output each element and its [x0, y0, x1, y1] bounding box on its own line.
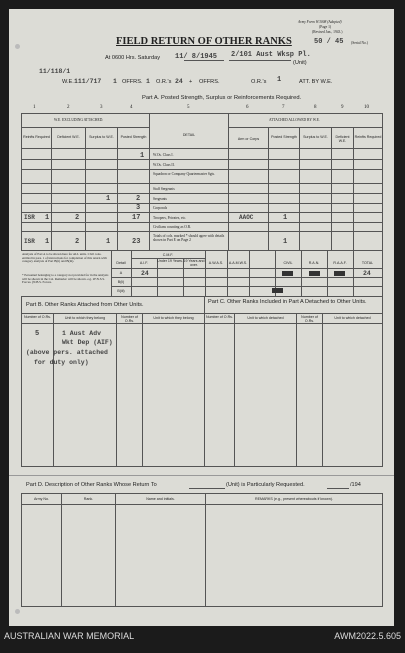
page-title: FIELD RETURN OF OTHER RANKS — [116, 36, 292, 47]
hw-tot-surplus: 1 — [106, 238, 111, 246]
or-value: 24 — [175, 78, 183, 85]
hw-b-line4: for duty only) — [34, 359, 89, 366]
head-att-surplus: Surplus to W.E. — [303, 135, 328, 139]
hw-tpr-posted: 17 — [132, 214, 141, 222]
col-num-3: 3 — [100, 105, 103, 110]
hw-b-line2: Wkt Dep (AIF) — [62, 339, 113, 346]
d-head-name: Name and initials. — [146, 497, 175, 501]
d-head-remarks: REMARKS (e.g., present whereabouts if known). — [255, 497, 333, 501]
col-num-5: 5 — [187, 105, 190, 110]
head-posted: Posted Strength — [120, 135, 147, 139]
c-head-unit-2: Unit to which detached — [334, 316, 371, 320]
hw-mark-1: ISR — [24, 214, 35, 221]
redaction-mark — [282, 271, 293, 276]
an-row-biii: B(iii) — [117, 289, 125, 293]
head-deficient: Deficient W.E. — [57, 135, 80, 139]
hw-tpr-reinf: 1 — [45, 214, 50, 222]
col-num-9: 9 — [341, 105, 344, 110]
col-num-8: 8 — [314, 105, 317, 110]
hw-tot-def: 2 — [75, 238, 80, 246]
row-sgt: Sergeants — [153, 197, 167, 201]
cmf-heading: C.M.F. — [162, 253, 174, 257]
d-head-rank: Rank. — [83, 497, 94, 501]
attached-allowed-heading: ATTACHED ALLOWED BY W.E. — [269, 118, 320, 122]
punch-hole — [15, 609, 20, 614]
row-cqms: Squadron or Company Quartermaster Sgts. — [153, 172, 215, 176]
c-head-num-1: Number of O.Rs. — [206, 315, 233, 319]
head-att-posted: Posted Strength — [271, 135, 297, 139]
b-head-num-1: Number of O.Rs. — [24, 315, 51, 319]
col-num-4: 4 — [130, 105, 133, 110]
hw-b-line3: (above pers. attached — [26, 349, 108, 356]
d-head-army-no: Army No. — [34, 497, 49, 501]
col-num-7: 7 — [282, 105, 285, 110]
an-head-detail: Detail — [116, 261, 126, 265]
hw-tpr-def: 2 — [75, 214, 80, 222]
hw-tpr-arm: AAOC — [239, 214, 254, 221]
row-ssgt: Staff Sergeants — [153, 187, 175, 191]
an-total-value: 24 — [363, 270, 371, 277]
head-att-deficient: Deficient W.E. — [335, 135, 350, 143]
hw-tot-att: 1 — [283, 238, 288, 246]
punch-hole — [15, 44, 20, 49]
date-value: 11/ 8/1945 — [175, 53, 218, 61]
offrs-value: 1 — [113, 78, 117, 85]
an-head-civil: CIVIL — [283, 261, 293, 265]
part-c-heading: Part C. Other Ranks Included in Part A Detached to Other Units. — [208, 299, 367, 305]
row-wo2: W.Os. Class II. — [153, 163, 175, 167]
hw-tot-posted: 23 — [132, 238, 141, 246]
unit-value: 2/101 Aust Wksp Pl. — [231, 51, 311, 59]
hw-tot-reinf: 1 — [45, 238, 50, 246]
offrs-count: 1 — [146, 78, 150, 85]
form-ref-3: (Revised Jan., 1943.) — [312, 30, 343, 34]
b-head-num-2: Number of O.Rs. — [121, 315, 138, 323]
plus-sign: + — [189, 79, 193, 85]
footer-accession: AWM2022.5.605 — [334, 631, 401, 641]
form-ref-1: Army Form W.3008 (Adapted) — [298, 20, 342, 24]
analysis-note-2: * Personnel belonging to a category not provided for in the analysis will be shown in the Col. Remarks/ will be shown. e.g. 2F.N.S.S. Forces. (N.B.S. Forces. — [22, 273, 109, 285]
or2-value: 1 — [277, 76, 282, 84]
we-label: W.E. — [62, 79, 74, 85]
part-d-heading-mid: (Unit) is Particularly Requested. — [226, 482, 305, 488]
an-head-aamws: A.A.M.W.S. — [228, 261, 248, 265]
an-head-raaf: R.A.A.F. — [333, 261, 347, 265]
hw-b-line1: 1 Aust Adv — [62, 330, 102, 337]
hw-mark-2: ISR — [24, 238, 35, 245]
an-head-aif: A.I.F. — [139, 261, 149, 265]
row-civ: Civilians counting as O.R. — [153, 225, 192, 229]
redaction-mark — [309, 271, 320, 276]
footer-credit: AUSTRALIAN WAR MEMORIAL — [4, 631, 135, 641]
col-num-6: 6 — [246, 105, 249, 110]
redaction-mark — [272, 288, 283, 293]
or2-label: O.R.'s — [251, 79, 267, 85]
hw-sgt-posted: 2 — [136, 195, 141, 203]
analysis-note-1: Analysis of Part A to be shown here for ALL units. Civil cons. entitled in para. 1 of instructions for completion of this return with category analysis of Part B(ii) and B(iii). — [22, 252, 107, 264]
b-head-unit-2: Unit to which they belong — [153, 316, 194, 320]
an-head-under19: Under 19 Years. — [157, 259, 183, 263]
an-aif-value: 24 — [141, 270, 149, 277]
att-by-we: ATT. BY W.E. — [299, 79, 333, 85]
head-reinf: Reinfts Required — [23, 135, 50, 139]
hw-sgt-surplus: 1 — [106, 195, 111, 203]
b-head-unit-1: Unit to which they belong — [64, 316, 106, 320]
hw-cpl-posted: 3 — [136, 204, 141, 212]
form-ref-2: (Page 1) — [319, 25, 332, 29]
redaction-mark — [334, 271, 345, 276]
an-head-awas: A.W.A.S. — [208, 261, 224, 265]
col-num-2: 2 — [67, 105, 70, 110]
row-wo1: W.Os. Class I. — [153, 153, 174, 157]
row-tpr: Troopers, Privates, etc. — [153, 216, 187, 220]
part-b-heading: Part B. Other Ranks Attached from Other Units. — [26, 302, 144, 308]
head-surplus: Surplus to W.E. — [89, 135, 114, 139]
col-num-10: 10 — [364, 105, 369, 110]
hw-wo1-posted: 1 — [140, 152, 145, 160]
head-detail: DETAIL — [182, 133, 196, 137]
part-d-heading-date: /194 — [350, 482, 361, 488]
part-d-heading: Part D. Description of Other Ranks Whose Return To — [26, 482, 157, 488]
offrs2-label: OFFRS. — [199, 79, 220, 85]
row-totals: Totals of cols. marked * should agree with details shown in Part E on Page 2 — [153, 234, 225, 242]
unit-label: (Unit) — [293, 60, 307, 66]
row-cpl: Corporals — [153, 206, 168, 210]
an-head-total: TOTAL — [361, 261, 374, 265]
c-head-unit-1: Unit to which detached — [247, 316, 284, 320]
hw-b-number: 5 — [35, 330, 40, 338]
serial-value: 50 / 45 — [314, 38, 344, 46]
at-hrs-label: At 0600 Hrs. Saturday — [105, 55, 161, 61]
an-head-ran: R.A.N. — [308, 261, 320, 265]
offrs-label: OFFRS. — [122, 79, 143, 85]
head-arm: Arm or Corps — [237, 137, 260, 141]
we-excl-heading: W.E. EXCLUDING ATTACHED. — [54, 118, 104, 122]
hw-tpr-att: 1 — [283, 214, 288, 222]
an-row-a: A — [119, 271, 123, 275]
serial-label: (Serial No.) — [351, 41, 368, 45]
or-label: O.R.'s — [156, 79, 172, 85]
an-row-bii: B(ii) — [117, 280, 125, 284]
part-a-heading: Part A. Posted Strength, Surplus or Reinforcements Required. — [142, 95, 302, 101]
col-num-1: 1 — [33, 105, 36, 110]
document-page — [9, 9, 394, 626]
ref-value: 11/118/1 — [39, 68, 71, 75]
c-head-num-2: Number of O.Rs. — [301, 315, 318, 323]
an-head-19over: 19 Years and over. — [183, 259, 205, 267]
we-value: 111/717 — [74, 78, 102, 85]
head-att-reinf: Reinfts Required — [354, 135, 382, 139]
